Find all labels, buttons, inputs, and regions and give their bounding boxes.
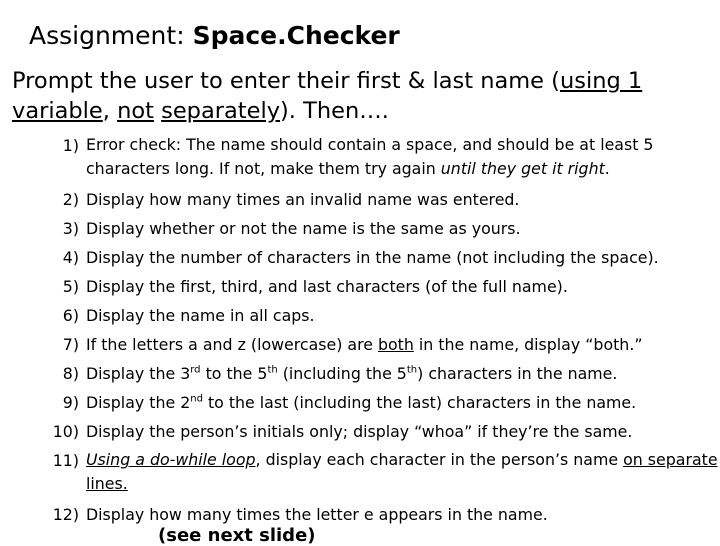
prompt-text: , xyxy=(102,98,118,124)
prompt-underline-one-variable: using 1 variable xyxy=(12,68,643,124)
item-text: Display the number of characters in the name (not including the space). xyxy=(86,248,659,267)
see-next-slide-note: (see next slide) xyxy=(158,525,316,546)
item-text: Display the 3rd to the 5th (including the 5th) characters in the name. xyxy=(86,364,618,383)
item-number: 5) xyxy=(62,277,79,296)
item-text: If the letters a and z (lowercase) are both in the name, display “both.” xyxy=(86,335,643,354)
item-number: 3) xyxy=(62,219,79,238)
item-text: Display the name in all caps. xyxy=(86,306,315,325)
prompt-text: Prompt the user to enter their first & last name ( xyxy=(12,68,560,94)
list-item xyxy=(0,500,720,529)
prompt-underline-not: not xyxy=(117,98,154,124)
list-item xyxy=(0,388,720,417)
title-prefix: Assignment: xyxy=(29,21,193,50)
list-item xyxy=(0,185,720,214)
item-text: Display the person’s initials only; display “whoa” if they’re the same. xyxy=(86,422,633,441)
item-text: Error check: The name should contain a space, and should be at least 5 characters long. If not, make them try again until they get it right. xyxy=(86,135,654,178)
item-text: Using a do-while loop, display each character in the person’s name on separate lines. xyxy=(86,450,718,493)
prompt-underline-separately: separately xyxy=(161,98,281,124)
list-item xyxy=(0,301,720,330)
list-item xyxy=(0,446,720,500)
list-item xyxy=(0,272,720,301)
item-text: Display how many times the letter e appears in the name. xyxy=(86,505,548,524)
prompt-text: ). Then…. xyxy=(280,98,389,124)
item-number: 1) xyxy=(62,136,79,155)
item-text: Display how many times an invalid name was entered. xyxy=(86,190,520,209)
item-text: Display whether or not the name is the same as yours. xyxy=(86,219,521,238)
item-number: 11) xyxy=(52,451,79,470)
item-number: 12) xyxy=(52,505,79,524)
item-number: 9) xyxy=(62,393,79,412)
list-item xyxy=(0,131,720,185)
item-number: 4) xyxy=(62,248,79,267)
list-item xyxy=(0,214,720,243)
item-text: Display the first, third, and last characters (of the full name). xyxy=(86,277,568,296)
list-item xyxy=(0,243,720,272)
item-number: 8) xyxy=(62,364,79,383)
requirements-list xyxy=(0,131,720,529)
list-item xyxy=(0,359,720,388)
title-assignment-name: Space.Checker xyxy=(192,21,400,50)
item-number: 2) xyxy=(62,190,79,209)
item-number: 7) xyxy=(62,335,79,354)
slide-title xyxy=(29,18,400,54)
item-number: 10) xyxy=(52,422,79,441)
item-text: Display the 2nd to the last (including the last) characters in the name. xyxy=(86,393,637,412)
prompt-paragraph xyxy=(12,66,712,126)
item-number: 6) xyxy=(62,306,79,325)
list-item xyxy=(0,417,720,446)
list-item xyxy=(0,330,720,359)
